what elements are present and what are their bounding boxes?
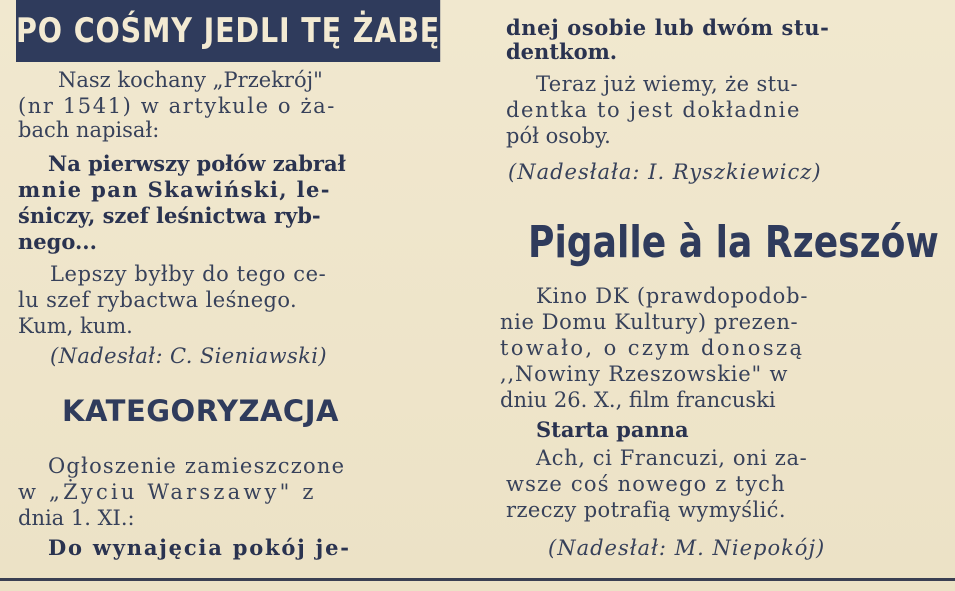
quote-line: nego... <box>18 229 97 254</box>
text-line: Kino DK (prawdopodob- <box>536 284 809 308</box>
text-line: dniu 26. X., film francuski <box>500 388 776 412</box>
text-line: Ogłoszenie zamieszczone <box>48 454 346 478</box>
credit-line: (Nadesłał: C. Sieniawski) <box>50 344 327 368</box>
text-line: Teraz już wiemy, że stu- <box>536 72 798 96</box>
quote-line: mnie pan Skawiński, le- <box>18 177 331 202</box>
credit-line: (Nadesłała: I. Ryszkiewicz) <box>508 160 822 184</box>
text-line: Kum, kum. <box>18 314 133 338</box>
text-line: lu szef rybactwa leśnego. <box>18 288 298 312</box>
article-title: Pigalle à la Rzeszów <box>528 217 939 268</box>
quote-line: dnej osobie lub dwóm stu- <box>506 15 830 40</box>
quote-line: Do wynajęcia pokój je- <box>48 535 351 560</box>
text-line: dnia 1. XI.: <box>18 506 135 530</box>
text-line: Lepszy byłby do tego ce- <box>50 262 327 286</box>
quote-line: Na pierwszy połów zabrał <box>48 151 346 176</box>
text-line: Ach, ci Francuzi, oni za- <box>536 446 808 470</box>
text-line: pół osoby. <box>506 124 611 148</box>
text-line: Nasz kochany „Przekrój" <box>58 68 323 92</box>
text-line: nie Domu Kultury) prezen- <box>500 310 799 334</box>
text-line: bach napisał: <box>18 118 160 142</box>
quote-line: dentkom. <box>506 39 618 64</box>
credit-line: (Nadesłał: M. Niepokój) <box>548 536 826 560</box>
text-line: w „Życiu Warszawy" z <box>18 480 317 504</box>
bottom-rule <box>0 578 955 581</box>
text-line: rzeczy potrafią wymyślić. <box>506 498 786 522</box>
text-line: towało, o czym donoszą <box>500 336 805 360</box>
text-line: dentka to jest dokładnie <box>506 98 801 122</box>
banner-title: PO COŚMY JEDLI TĘ ŻABĘ <box>16 0 440 62</box>
text-line: (nr 1541) w artykule o ża- <box>18 94 336 118</box>
article-title: KATEGORYZACJA <box>62 394 339 428</box>
quote-line: śniczy, szef leśnictwa ryb- <box>18 203 321 228</box>
text-line: ,,Nowiny Rzeszowskie" w <box>500 362 789 386</box>
quote-line: Starta panna <box>536 417 689 442</box>
text-line: wsze coś nowego z tych <box>506 472 786 496</box>
